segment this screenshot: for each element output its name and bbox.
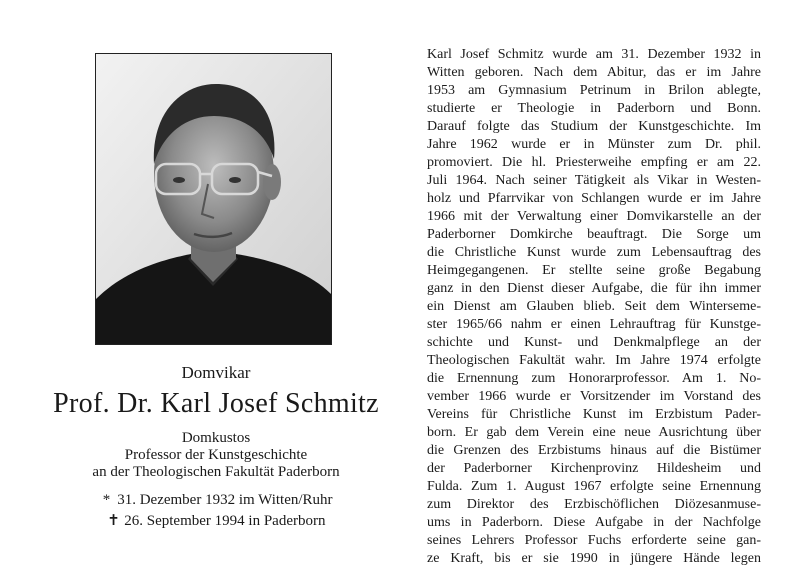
biography-line-text: Vereins für Christliche Kunst im Erzbistum Pader- <box>427 407 761 422</box>
biography-line-text: 1953 am Gymnasium Petrinum in Brilon ablegte, <box>427 83 761 98</box>
biography-line <box>427 352 761 370</box>
titles-block <box>30 430 402 481</box>
birth-symbol: * <box>102 492 111 508</box>
biography-line-text: Karl Josef Schmitz wurde am 31. Dezember 1932 in <box>427 47 761 62</box>
biography-line-text: Juli 1964. Nach seiner Tätigkeit als Vikar in Westen- <box>427 173 761 188</box>
biography-line-text: 1966 mit der Verwaltung einer Domvikarstelle an der <box>427 209 761 224</box>
biography-line-text: Witten geboren. Nach dem Abitur, das er im Jahre <box>427 65 761 80</box>
title-line: an der Theologischen Fakultät Paderborn <box>92 464 340 480</box>
biography-line-text: vember 1966 wurde er Vorsitzender im Vorstand des <box>427 389 761 404</box>
biography-text <box>427 46 761 568</box>
biography-line <box>427 496 761 514</box>
biography-line <box>427 334 761 352</box>
biography-line <box>427 46 761 64</box>
biography-line <box>427 154 761 172</box>
biography-line-text: die Christliche Kunst wurde zum Lebensauftrag des <box>427 245 761 260</box>
biography-line-text: promoviert. Die hl. Priesterweihe empfing er am 22. <box>427 155 761 170</box>
biography-line-text: Heimgegangenen. Er stellte seine große Begabung <box>427 263 761 278</box>
title-line: Domkustos <box>181 430 251 446</box>
deceased-name: Prof. Dr. Karl Josef Schmitz <box>53 388 379 419</box>
biography-line <box>427 226 761 244</box>
biography-line-text: ums in Paderborn. Diese Aufgabe in der Nachfolge <box>427 515 761 530</box>
title-line: Professor der Kunstgeschichte <box>124 447 308 463</box>
biography-line <box>427 514 761 532</box>
biography-line-text: Theologischen Fakultät wahr. Im Jahre 1974 erfolgte <box>427 353 761 368</box>
biography-line <box>427 280 761 298</box>
biography-line <box>427 460 761 478</box>
biography-line-text: Darauf folgte das Studium der Kunstgeschichte. Im <box>427 119 761 134</box>
biography-line <box>427 298 761 316</box>
biography-line <box>427 82 761 100</box>
biography-line-text: Fulda. Zum 1. August 1967 erfolgte seine Ernennung <box>427 479 761 494</box>
biography-line <box>427 550 761 568</box>
biography-line <box>427 424 761 442</box>
biography-line <box>427 190 761 208</box>
dates-block <box>30 490 402 532</box>
biography-line-text: schichte und Kunst- und Denkmalpflege an der <box>427 335 761 350</box>
biography-line <box>427 118 761 136</box>
biography-line-text: studierte er Theologie in Paderborn und Bonn. <box>427 101 761 116</box>
portrait-photo <box>95 53 332 345</box>
biography-line <box>427 370 761 388</box>
biography-line-text: seines Lehrers Professor Fuchs erforderte seine gan- <box>427 533 761 548</box>
death-line <box>30 511 402 532</box>
biography-line <box>427 208 761 226</box>
biography-line <box>427 442 761 460</box>
biography-line <box>427 100 761 118</box>
biography-line <box>427 388 761 406</box>
biography-line <box>427 172 761 190</box>
biography-line-text: die Ernennung zum Honorarprofessor. Am 1. No- <box>427 371 761 386</box>
biography-line <box>427 316 761 334</box>
biography-line <box>427 136 761 154</box>
biography-line <box>427 244 761 262</box>
biography-line-text: Paderborner Domkirche beauftragt. Die Sorge um <box>427 227 761 242</box>
biography-line-text: ze Kraft, bis er sie 1990 in jüngere Hände legen <box>427 551 761 566</box>
biography-line <box>427 64 761 82</box>
biography-line-text: zum Direktor des Erzbischöflichen Diözesanmuse- <box>427 497 761 512</box>
biography-line-text: ein Dienst am Glauben blieb. Seit dem Wintersemе- <box>427 299 761 314</box>
biography-line <box>427 406 761 424</box>
biography-line-text: Jahre 1962 wurde er in Münster zum Dr. phil. <box>427 137 761 152</box>
biography-line-text: ster 1965/66 nahm er einen Lehrauftrag für Kunstge- <box>427 317 761 332</box>
birth-text: 31. Dezember 1932 im Witten/Ruhr <box>117 492 333 508</box>
biography-line-text: ganz in den Dienst dieser Aufgabe, die für ihn immer <box>427 281 761 296</box>
biography-line-text: born. Er gab dem Verein eine neue Ausrichtung über <box>427 425 761 440</box>
biography-line <box>427 478 761 496</box>
cross-icon: ✝ <box>107 513 120 529</box>
biography-line <box>427 532 761 550</box>
biography-line-text: holz und Pfarrvikar von Schlangen wurde er im Jahre <box>427 191 761 206</box>
card-header: Domvikar <box>181 363 251 382</box>
biography-line-text: die Grenzen des Erzbistums hinaus auf die Bistümer <box>427 443 761 458</box>
birth-line <box>30 490 402 511</box>
death-text: 26. September 1994 in Paderborn <box>124 513 326 529</box>
biography-line-text: der Paderborner Kirchenprovinz Hildesheim und <box>427 461 761 476</box>
biography-line <box>427 262 761 280</box>
